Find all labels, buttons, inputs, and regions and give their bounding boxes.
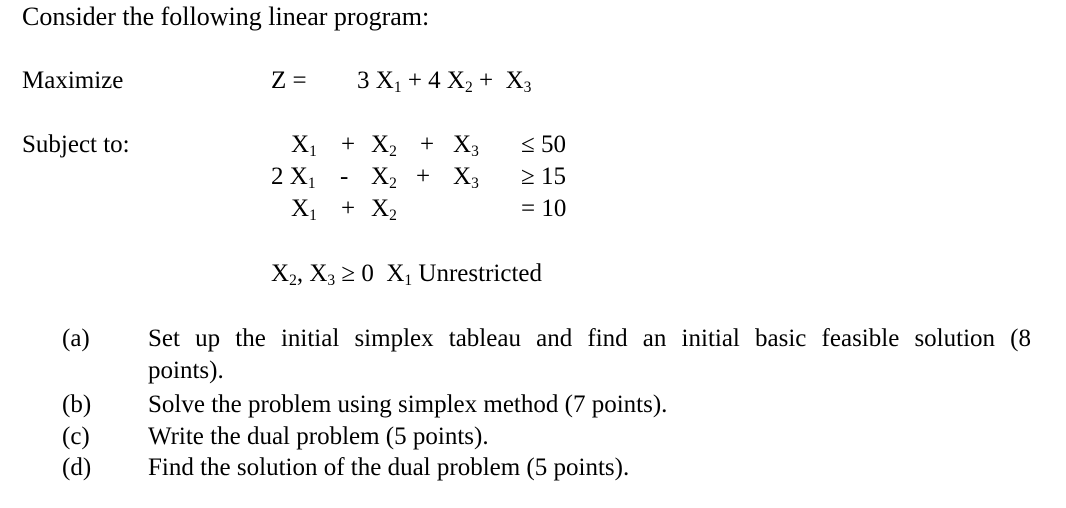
- constraint-2-term3: [453, 163, 479, 192]
- objective-expression: [357, 67, 532, 96]
- constraint-2-op1: -: [340, 163, 349, 190]
- intro-text: Consider the following linear program:: [22, 2, 430, 31]
- constraint-3-x1-sub: 1: [309, 206, 317, 224]
- constraint-3-term1: [291, 195, 317, 224]
- subject-to-label: Subject to:: [22, 131, 130, 158]
- constraint-2-rhs: ≥ 15: [521, 163, 566, 190]
- constraint-2-op2: +: [416, 163, 431, 190]
- objective-term2-sub: 2: [464, 78, 473, 96]
- objective-term3: X: [505, 67, 524, 94]
- objective-op2: +: [478, 67, 494, 94]
- sign-constraints: [271, 260, 542, 289]
- constraint-3-x1: X: [291, 195, 310, 222]
- objective-lhs: Z =: [271, 67, 307, 94]
- constraint-1-term3: [453, 131, 479, 160]
- constraint-1-x2: X: [371, 131, 390, 158]
- question-a-line1: Set up the initial simplex tableau and find an initial basic feasible solution (8: [148, 325, 1031, 352]
- constraint-2-term2: [371, 163, 397, 192]
- sign-x1: X: [386, 260, 405, 287]
- sign-unrestricted: Unrestricted: [418, 260, 542, 287]
- constraint-2-x3-sub: 3: [471, 174, 479, 192]
- sign-nonneg: ≥ 0: [341, 260, 374, 287]
- constraint-2-x2-sub: 2: [389, 174, 397, 192]
- question-a-line2: points).: [148, 357, 224, 384]
- constraint-1-x1-sub: 1: [309, 142, 317, 160]
- sign-x3: , X: [296, 260, 328, 287]
- sign-x1-sub: 1: [404, 271, 413, 289]
- constraint-2-x2: X: [371, 163, 390, 190]
- objective-term2: 4 X: [428, 67, 465, 94]
- question-b-label: (b): [62, 391, 92, 418]
- question-d-label: (d): [62, 454, 92, 481]
- constraint-3-op1: +: [341, 195, 356, 222]
- constraint-2-term1: [271, 163, 316, 192]
- sign-x2-sub: 2: [289, 271, 297, 289]
- maximize-label: Maximize: [22, 67, 124, 94]
- constraint-1-op1: +: [341, 131, 356, 158]
- constraint-2-x3: X: [453, 163, 472, 190]
- constraint-1-x1: X: [291, 131, 310, 158]
- question-b-text: Solve the problem using simplex method (7 points).: [148, 391, 668, 418]
- constraint-3-x2: X: [371, 195, 390, 222]
- objective-term1: 3 X: [357, 67, 394, 94]
- constraint-1-term1: [291, 131, 317, 160]
- constraint-1-op2: +: [420, 131, 435, 158]
- question-a-label: (a): [62, 325, 90, 352]
- constraint-3-x2-sub: 2: [389, 206, 397, 224]
- constraint-2-x1-sub: 1: [307, 174, 316, 192]
- constraint-1-x3-sub: 3: [471, 142, 479, 160]
- constraint-2-x1: 2 X: [271, 163, 308, 190]
- sign-x3-sub: 3: [327, 271, 336, 289]
- question-c-text: Write the dual problem (5 points).: [148, 423, 489, 450]
- objective-term3-sub: 3: [523, 78, 532, 96]
- constraint-1-term2: [371, 131, 397, 160]
- question-d-text: Find the solution of the dual problem (5 points).: [148, 454, 630, 481]
- constraint-1-x2-sub: 2: [389, 142, 397, 160]
- objective-term1-sub: 1: [393, 78, 402, 96]
- objective-op1: +: [407, 67, 422, 94]
- constraint-3-term2: [371, 195, 397, 224]
- constraint-3-rhs: = 10: [521, 195, 567, 222]
- sign-x2: X: [271, 260, 290, 287]
- question-c-label: (c): [62, 423, 90, 450]
- constraint-1-rhs: ≤ 50: [521, 131, 566, 158]
- constraint-1-x3: X: [453, 131, 472, 158]
